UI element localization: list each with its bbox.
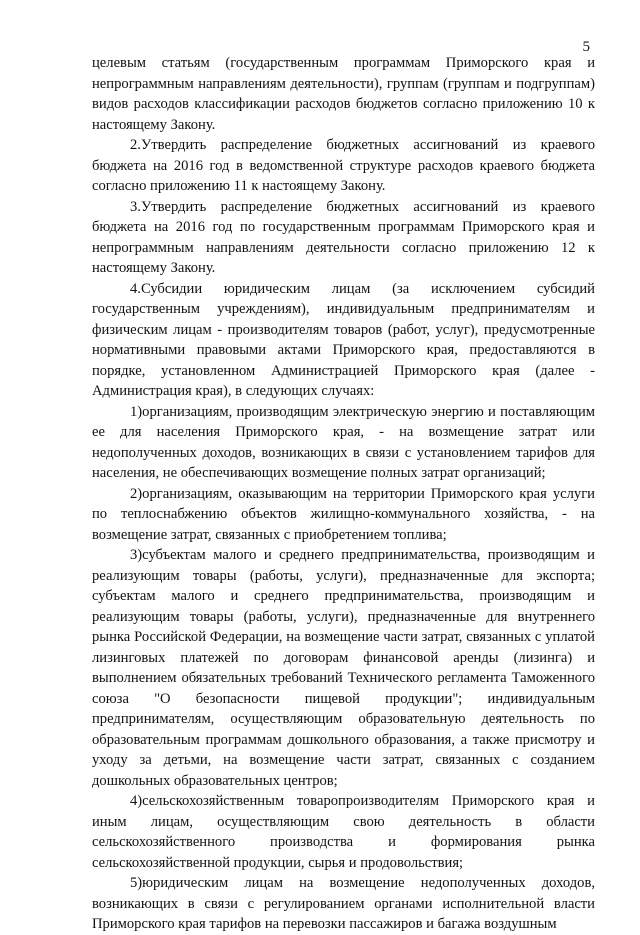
paragraph-continuation: целевым статьям (государственным программам Приморского края и непрограммным направлениям деятельности), группам (группам и подгруппам) видов расходов классификации расходов бюджетов согласно приложению 10 к настоящему Закону.	[92, 55, 595, 133]
paragraph-subitem-1: 1)организациям, производящим электрическую энергию и поставляющим ее для населения Приморского края, - на возмещение затрат или недополученных доходов, возникающих в связи с установлением тарифов для населения, не обеспечивающих возмещение полных затрат организаций;	[92, 403, 595, 481]
paragraph-subitem-3: 3)субъектам малого и среднего предпринимательства, производящим и реализующим товары (работы, услуги), предназначенные для экспорта; субъектам малого и среднего предпринимательства, производящим и реализующим товары (работы, услуги), предназначенные для внутреннего рынка Российской Федерации, на возмещение части затрат, связанных с уплатой лизинговых платежей по договорам финансовой аренды (лизинга) и выполнением обязательных требований Технического регламента Таможенного союза "О безопасности пищевой продукции"; индивидуальным предпринимателям, осуществляющим образовательную деятельность по образовательным программам дошкольного образования, а также присмотру и уходу за детьми, на возмещение части затрат, связанных с созданием дошкольных образовательных центров;	[92, 547, 595, 789]
paragraph-subitem-2: 2)организациям, оказывающим на территории Приморского края услуги по теплоснабжению объектов жилищно-коммунального хозяйства, - на возмещение затрат, связанных с приобретением топлива;	[92, 485, 595, 543]
paragraph-item-3: 3.Утвердить распределение бюджетных ассигнований из краевого бюджета на 2016 год по государственным программам Приморского края и непрограммным направлениям деятельности согласно приложению 12 к настоящему Закону.	[92, 198, 595, 276]
paragraph-item-2: 2.Утвердить распределение бюджетных ассигнований из краевого бюджета на 2016 год в ведомственной структуре расходов краевого бюджета согласно приложению 11 к настоящему Закону.	[92, 137, 595, 194]
paragraph-subitem-5: 5)юридическим лицам на возмещение недополученных доходов, возникающих в связи с регулированием органами исполнительной власти Приморского края тарифов на перевозки пассажиров и багажа воздушным	[92, 875, 595, 932]
paragraph-item-4: 4.Субсидии юридическим лицам (за исключением субсидий государственным учреждениям), индивидуальным предпринимателям и физическим лицам - производителям товаров (работ, услуг), предусмотренные нормативными правовыми актами Приморского края, предоставляются в порядке, установленном Администрацией Приморского края (далее - Администрация края), в следующих случаях:	[92, 280, 595, 399]
document-body	[92, 53, 595, 935]
paragraph-subitem-4: 4)сельскохозяйственным товаропроизводителям Приморского края и иным лицам, осуществляющим свою деятельность в области сельскохозяйственного производства и формирования рынка сельскохозяйственной продукции, сырья и продовольствия;	[92, 793, 595, 871]
page-number: 5	[582, 39, 590, 55]
